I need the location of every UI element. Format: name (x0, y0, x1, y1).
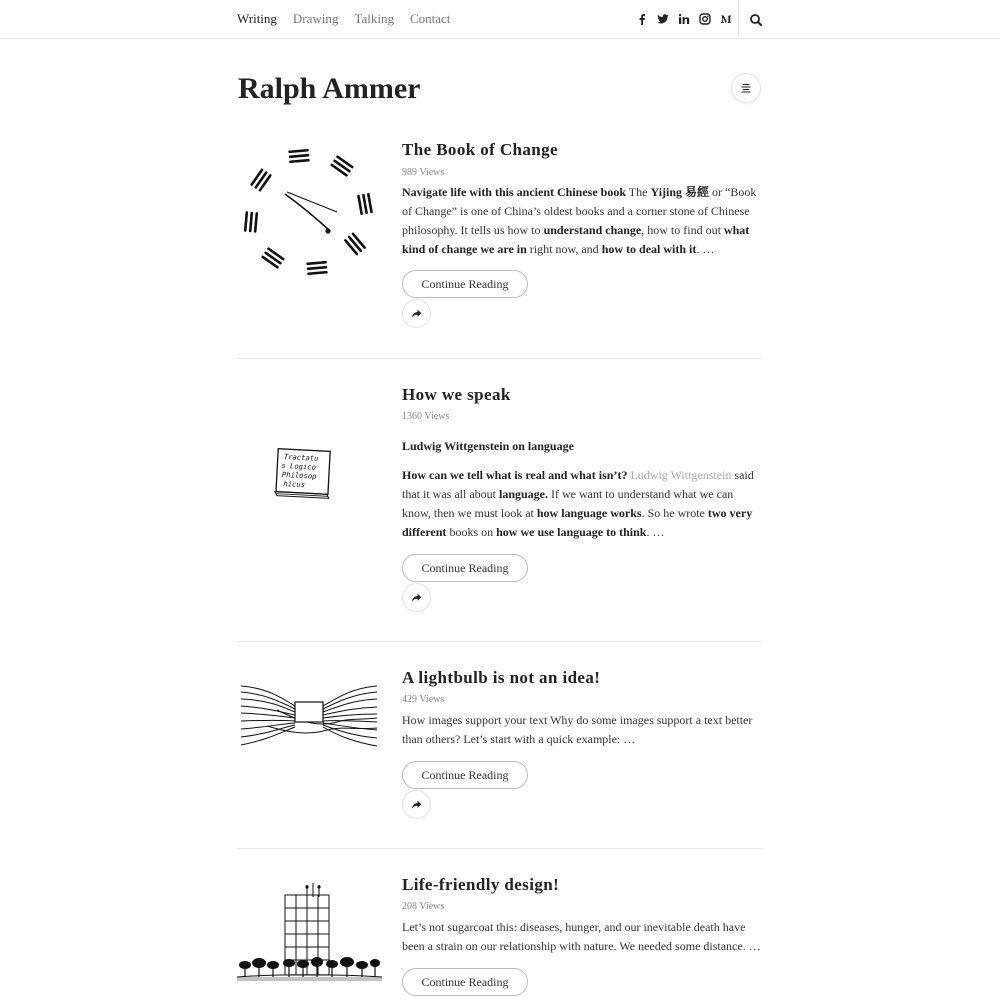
continue-reading-button[interactable]: Continue Reading (402, 270, 528, 298)
continue-reading-button[interactable]: Continue Reading (402, 554, 528, 582)
view-count: 1360 Views (402, 411, 450, 422)
post-separator (237, 641, 762, 642)
lines-box-illustration[interactable] (237, 680, 382, 752)
post-subheading: Ludwig Wittgenstein on language (402, 439, 574, 453)
instagram-icon[interactable] (699, 13, 711, 25)
topbar-divider (738, 0, 739, 38)
view-count: 429 Views (402, 694, 445, 705)
book-cover-text-line: Tractatu (283, 451, 319, 463)
post-separator (237, 358, 762, 359)
top-bar (0, 0, 1000, 39)
social-links (636, 0, 732, 38)
post-book-of-change (237, 138, 762, 338)
trigram-circle-illustration[interactable] (237, 140, 382, 282)
nav-talking[interactable]: Talking (354, 11, 394, 26)
post-excerpt: How can we tell what is real and what isn’t? Ludwig Wittgenstein said that it was all about language. If we want to understand what we can know, then we must look at how language works. So he wrote two very different books on how we use language to think. … (402, 468, 754, 539)
continue-reading-button[interactable]: Continue Reading (402, 968, 528, 996)
book-cover-text-line: hicus (283, 478, 306, 490)
post-life-friendly-design (237, 873, 762, 1000)
book-illustration[interactable] (237, 443, 382, 503)
main-nav (237, 0, 450, 38)
medium-icon[interactable] (720, 13, 732, 25)
post-title[interactable]: Life-friendly design! (402, 875, 560, 894)
view-count: 989 Views (402, 167, 445, 178)
site-title[interactable]: Ralph Ammer (238, 72, 421, 105)
search-icon[interactable] (748, 12, 764, 28)
nav-contact[interactable]: Contact (409, 11, 451, 26)
post-excerpt: Navigate life with this ancient Chinese book The Yijing 易經 or “Book of Change” is one of China’s oldest books and a corner stone of Chinese philosophy. It tells us how to understand change, how to find out what kind of change we are in right now, and how to deal with it. … (402, 185, 757, 256)
post-lightbulb (237, 666, 762, 826)
grid-tower-trees-illustration[interactable] (237, 881, 382, 991)
share-icon (411, 800, 422, 810)
share-icon (411, 309, 422, 319)
share-button[interactable] (402, 790, 431, 819)
nav-drawing[interactable]: Drawing (292, 11, 339, 26)
menu-icon (740, 82, 752, 94)
book-cover-text-line: s Logico (281, 460, 317, 472)
linkedin-icon[interactable] (678, 13, 690, 25)
twitter-icon[interactable] (657, 13, 669, 25)
share-button[interactable] (402, 583, 431, 612)
book-cover-text-line: Philosop (281, 469, 317, 481)
post-title[interactable]: A lightbulb is not an idea! (402, 668, 601, 687)
inline-link[interactable]: Ludwig Wittgenstein (630, 468, 732, 482)
nav-writing[interactable]: Writing (237, 11, 277, 26)
post-separator (237, 848, 762, 849)
post-title[interactable]: How we speak (402, 385, 511, 404)
share-button[interactable] (402, 299, 431, 328)
post-how-we-speak (237, 383, 762, 623)
post-excerpt: How images support your text Why do some images support a text better than others? Let’s start with a quick example: … (402, 713, 753, 746)
share-icon (411, 593, 422, 603)
menu-button[interactable] (731, 73, 761, 103)
post-excerpt: Let’s not sugarcoat this: diseases, hunger, and our inevitable death have been a strain on our relationship with nature. We needed some distance. … (402, 920, 761, 953)
post-title[interactable]: The Book of Change (402, 140, 558, 159)
facebook-icon[interactable] (636, 13, 648, 25)
continue-reading-button[interactable]: Continue Reading (402, 761, 528, 789)
view-count: 208 Views (402, 901, 445, 912)
